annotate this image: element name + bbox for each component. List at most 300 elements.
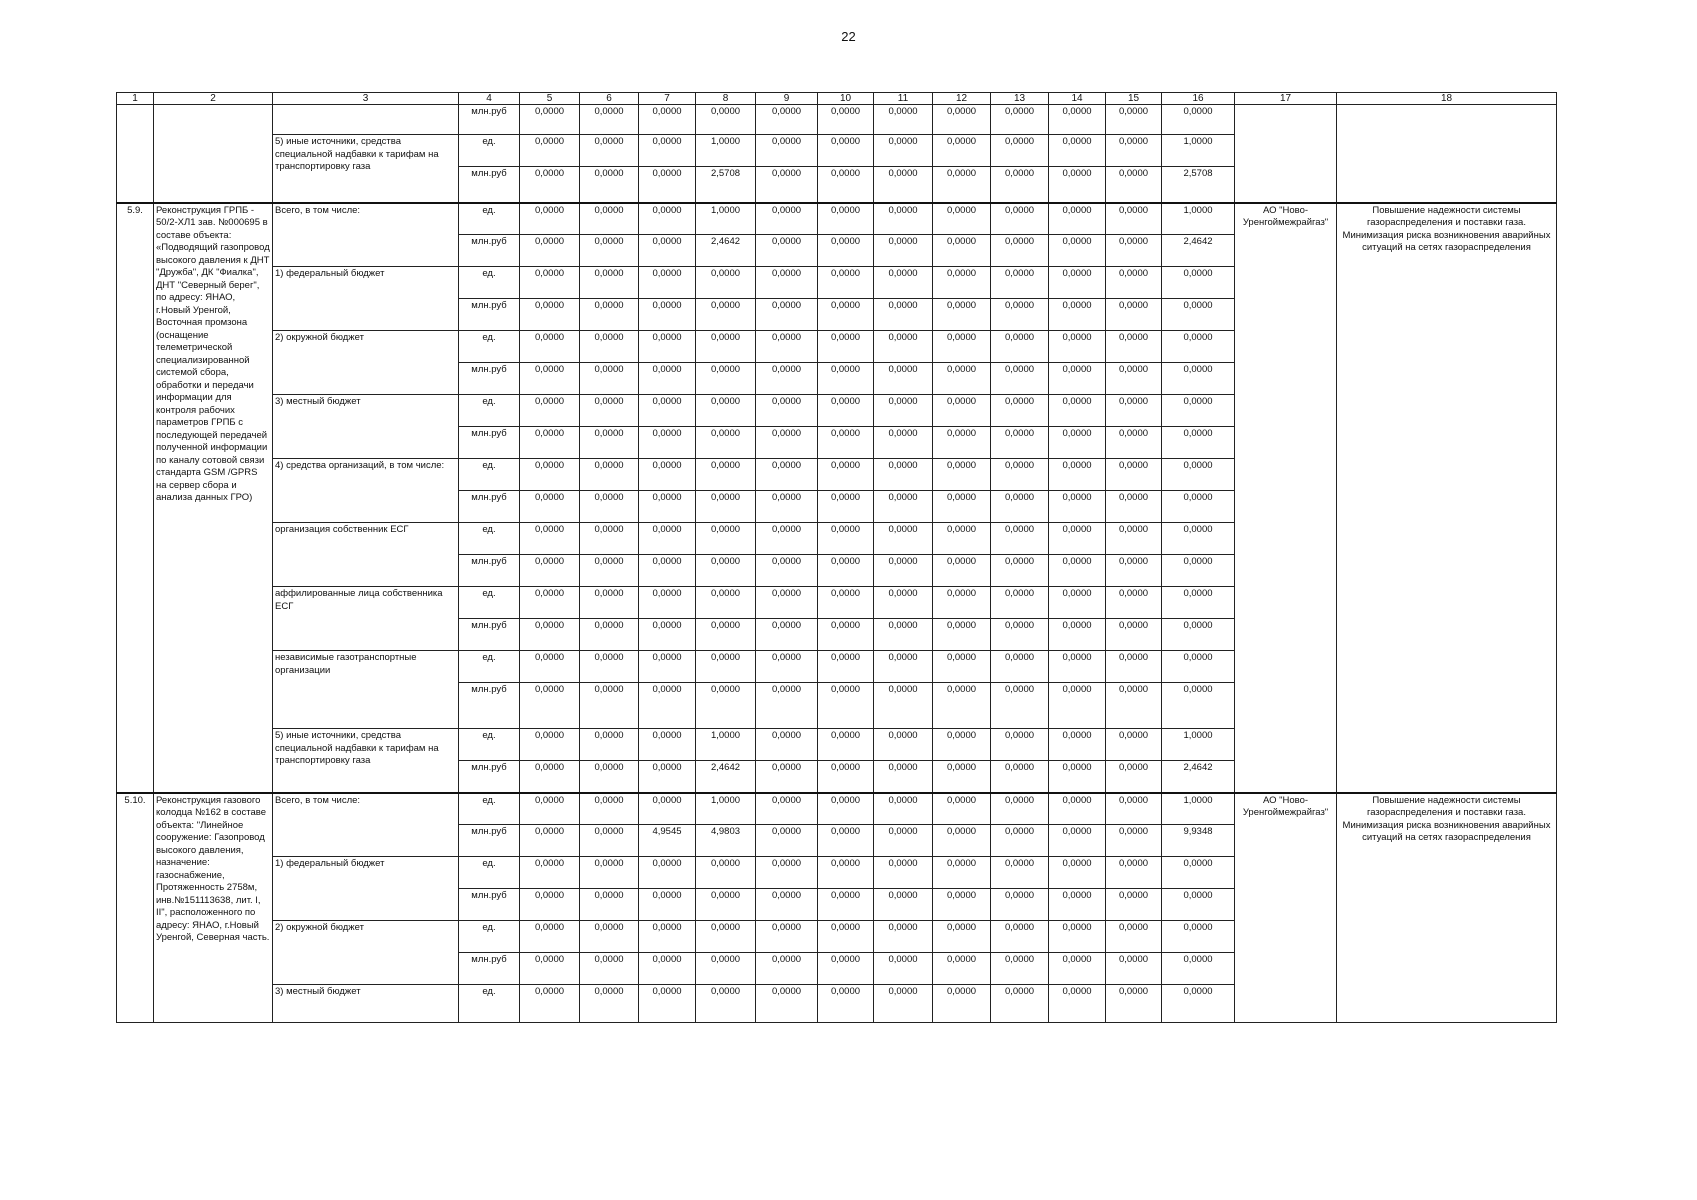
value-cell: 0,0000	[580, 793, 639, 825]
item-number: 5.10.	[117, 793, 154, 1023]
header-cell-13: 13	[991, 93, 1049, 105]
unit: млн.руб	[459, 105, 520, 135]
value-cell: 0,0000	[991, 395, 1049, 427]
value-cell: 0,0000	[1162, 523, 1235, 555]
value-cell: 0,0000	[756, 267, 818, 299]
value-cell: 0,0000	[933, 985, 991, 1023]
value-cell: 0,0000	[639, 619, 696, 651]
value-cell: 0,0000	[1049, 167, 1106, 203]
table-row	[117, 793, 1557, 825]
value-cell: 0,0000	[520, 167, 580, 203]
value-cell: 0,0000	[580, 135, 639, 167]
value-cell: 0,0000	[696, 651, 756, 683]
value-cell: 0,0000	[1106, 167, 1162, 203]
value-cell: 0,0000	[639, 135, 696, 167]
executor: АО "Ново-Уренгоймежрайгаз"	[1235, 793, 1337, 1023]
value-cell: 0,0000	[1106, 331, 1162, 363]
value-cell: 0,0000	[696, 985, 756, 1023]
value-cell: 0,0000	[818, 761, 874, 793]
value-cell: 0,0000	[1049, 683, 1106, 729]
value-cell: 0,0000	[756, 921, 818, 953]
funding-source: 2) окружной бюджет	[273, 921, 459, 985]
value-cell: 0,0000	[818, 299, 874, 331]
value-cell: 0,0000	[991, 985, 1049, 1023]
value-cell: 0,0000	[1162, 619, 1235, 651]
funding-source: 5) иные источники, средства специальной надбавки к тарифам на транспортировку газа	[273, 135, 459, 203]
value-cell: 0,0000	[639, 427, 696, 459]
value-cell: 0,0000	[639, 267, 696, 299]
funding-source: 3) местный бюджет	[273, 395, 459, 459]
value-cell: 0,0000	[818, 395, 874, 427]
header-row	[117, 93, 1557, 105]
value-cell: 0,0000	[818, 363, 874, 395]
value-cell: 0,0000	[933, 105, 991, 135]
value-cell: 1,0000	[1162, 203, 1235, 235]
unit: ед.	[459, 729, 520, 761]
value-cell: 0,0000	[933, 299, 991, 331]
value-cell: 0,0000	[933, 491, 991, 523]
value-cell: 0,0000	[991, 363, 1049, 395]
value-cell: 0,0000	[639, 299, 696, 331]
unit: ед.	[459, 651, 520, 683]
value-cell: 0,0000	[1049, 889, 1106, 921]
value-cell: 0,0000	[818, 555, 874, 587]
value-cell: 0,0000	[1106, 523, 1162, 555]
funding-source: организация собственник ЕСГ	[273, 523, 459, 587]
value-cell: 0,0000	[874, 459, 933, 491]
value-cell: 0,0000	[933, 267, 991, 299]
header-cell-3: 3	[273, 93, 459, 105]
value-cell: 0,0000	[1106, 587, 1162, 619]
value-cell: 0,0000	[1106, 235, 1162, 267]
value-cell: 0,0000	[639, 985, 696, 1023]
value-cell: 0,0000	[696, 683, 756, 729]
value-cell: 0,0000	[991, 921, 1049, 953]
value-cell: 1,0000	[696, 793, 756, 825]
value-cell: 0,0000	[756, 825, 818, 857]
value-cell: 0,0000	[756, 459, 818, 491]
value-cell: 0,0000	[991, 459, 1049, 491]
value-cell: 0,0000	[520, 729, 580, 761]
funding-source	[273, 105, 459, 135]
value-cell: 0,0000	[580, 459, 639, 491]
value-cell: 0,0000	[991, 761, 1049, 793]
unit: млн.руб	[459, 825, 520, 857]
value-cell: 0,0000	[580, 203, 639, 235]
unit: млн.руб	[459, 299, 520, 331]
value-cell: 0,0000	[933, 921, 991, 953]
page-number: 22	[841, 29, 856, 44]
value-cell: 0,0000	[580, 857, 639, 889]
header-cell-8: 8	[696, 93, 756, 105]
value-cell: 0,0000	[756, 729, 818, 761]
value-cell: 0,0000	[1049, 651, 1106, 683]
header-cell-18: 18	[1337, 93, 1557, 105]
value-cell: 0,0000	[756, 651, 818, 683]
value-cell: 0,0000	[696, 587, 756, 619]
unit: млн.руб	[459, 761, 520, 793]
value-cell: 0,0000	[580, 619, 639, 651]
unit: ед.	[459, 921, 520, 953]
value-cell: 0,0000	[1049, 825, 1106, 857]
value-cell: 0,0000	[1106, 459, 1162, 491]
value-cell: 0,0000	[991, 857, 1049, 889]
value-cell: 0,0000	[696, 427, 756, 459]
value-cell: 0,0000	[520, 555, 580, 587]
header-cell-9: 9	[756, 93, 818, 105]
value-cell: 0,0000	[933, 203, 991, 235]
value-cell: 0,0000	[1162, 105, 1235, 135]
header-cell-14: 14	[1049, 93, 1106, 105]
value-cell: 0,0000	[1106, 395, 1162, 427]
value-cell: 0,0000	[991, 105, 1049, 135]
value-cell: 0,0000	[580, 395, 639, 427]
value-cell: 0,0000	[1106, 491, 1162, 523]
value-cell: 0,0000	[991, 587, 1049, 619]
value-cell: 0,0000	[1162, 363, 1235, 395]
value-cell: 0,0000	[696, 395, 756, 427]
value-cell: 0,0000	[1162, 921, 1235, 953]
unit: млн.руб	[459, 889, 520, 921]
value-cell: 0,0000	[639, 761, 696, 793]
value-cell: 0,0000	[520, 857, 580, 889]
value-cell: 0,0000	[520, 985, 580, 1023]
executor: АО "Ново-Уренгоймежрайгаз"	[1235, 203, 1337, 793]
funding-source: независимые газотранспортные организации	[273, 651, 459, 729]
value-cell: 0,0000	[933, 793, 991, 825]
value-cell: 0,0000	[874, 523, 933, 555]
value-cell: 0,0000	[1106, 203, 1162, 235]
value-cell: 1,0000	[696, 729, 756, 761]
value-cell: 0,0000	[818, 523, 874, 555]
table-row	[117, 203, 1557, 235]
unit: ед.	[459, 203, 520, 235]
value-cell: 0,0000	[818, 793, 874, 825]
value-cell: 0,0000	[520, 825, 580, 857]
value-cell: 0,0000	[818, 427, 874, 459]
value-cell: 0,0000	[756, 395, 818, 427]
value-cell: 0,0000	[1106, 793, 1162, 825]
value-cell: 0,0000	[874, 203, 933, 235]
value-cell: 0,0000	[874, 167, 933, 203]
value-cell: 0,0000	[933, 523, 991, 555]
value-cell: 0,0000	[933, 651, 991, 683]
value-cell: 0,0000	[991, 427, 1049, 459]
value-cell: 0,0000	[1106, 953, 1162, 985]
value-cell: 0,0000	[933, 825, 991, 857]
value-cell: 0,0000	[818, 491, 874, 523]
value-cell: 0,0000	[874, 331, 933, 363]
value-cell: 0,0000	[818, 105, 874, 135]
value-cell: 0,0000	[520, 619, 580, 651]
value-cell: 0,0000	[1049, 267, 1106, 299]
value-cell: 0,0000	[991, 953, 1049, 985]
value-cell: 0,0000	[933, 683, 991, 729]
value-cell: 0,0000	[991, 491, 1049, 523]
unit: ед.	[459, 523, 520, 555]
item-number: 5.9.	[117, 203, 154, 793]
value-cell: 0,0000	[818, 235, 874, 267]
unit: ед.	[459, 459, 520, 491]
unit: млн.руб	[459, 555, 520, 587]
value-cell: 0,0000	[639, 651, 696, 683]
value-cell: 0,0000	[520, 651, 580, 683]
value-cell: 0,0000	[1106, 729, 1162, 761]
value-cell: 0,0000	[991, 555, 1049, 587]
value-cell: 0,0000	[756, 235, 818, 267]
value-cell: 0,0000	[756, 793, 818, 825]
value-cell: 0,0000	[580, 299, 639, 331]
funding-source: Всего, в том числе:	[273, 793, 459, 857]
value-cell: 0,0000	[580, 491, 639, 523]
value-cell: 0,0000	[1106, 857, 1162, 889]
value-cell: 0,0000	[580, 167, 639, 203]
unit: ед.	[459, 135, 520, 167]
value-cell: 0,0000	[580, 889, 639, 921]
value-cell: 0,0000	[1162, 889, 1235, 921]
value-cell: 0,0000	[756, 363, 818, 395]
value-cell: 0,0000	[1049, 459, 1106, 491]
goal-description: Повышение надежности системы газораспределения и поставки газа. Минимизация риска возникновения аварийных ситуаций на сетях газораспределения	[1337, 203, 1557, 793]
value-cell: 0,0000	[818, 619, 874, 651]
value-cell: 0,0000	[580, 651, 639, 683]
value-cell: 0,0000	[520, 889, 580, 921]
unit: млн.руб	[459, 491, 520, 523]
investment-program-table	[116, 92, 1557, 1023]
value-cell: 0,0000	[696, 331, 756, 363]
value-cell: 0,0000	[520, 235, 580, 267]
value-cell: 0,0000	[1049, 331, 1106, 363]
header-cell-6: 6	[580, 93, 639, 105]
value-cell: 2,5708	[1162, 167, 1235, 203]
value-cell: 0,0000	[756, 857, 818, 889]
value-cell: 0,0000	[520, 267, 580, 299]
goal-description	[1337, 105, 1557, 203]
value-cell: 0,0000	[580, 267, 639, 299]
value-cell: 0,0000	[520, 395, 580, 427]
funding-source: 5) иные источники, средства специальной надбавки к тарифам на транспортировку газа	[273, 729, 459, 793]
value-cell: 0,0000	[696, 491, 756, 523]
unit: ед.	[459, 267, 520, 299]
value-cell: 0,0000	[756, 953, 818, 985]
value-cell: 0,0000	[639, 331, 696, 363]
value-cell: 0,0000	[1162, 587, 1235, 619]
value-cell: 0,0000	[1049, 793, 1106, 825]
value-cell: 0,0000	[639, 235, 696, 267]
value-cell: 0,0000	[1162, 857, 1235, 889]
value-cell: 0,0000	[639, 793, 696, 825]
value-cell: 0,0000	[1162, 267, 1235, 299]
value-cell: 0,0000	[818, 331, 874, 363]
value-cell: 2,4642	[1162, 235, 1235, 267]
value-cell: 2,4642	[696, 761, 756, 793]
value-cell: 0,0000	[991, 793, 1049, 825]
header-cell-15: 15	[1106, 93, 1162, 105]
value-cell: 0,0000	[1049, 523, 1106, 555]
value-cell: 0,0000	[580, 921, 639, 953]
value-cell: 0,0000	[580, 683, 639, 729]
unit: млн.руб	[459, 683, 520, 729]
value-cell: 0,0000	[520, 203, 580, 235]
value-cell: 0,0000	[520, 491, 580, 523]
value-cell: 0,0000	[874, 889, 933, 921]
value-cell: 0,0000	[818, 683, 874, 729]
unit: ед.	[459, 587, 520, 619]
header-cell-5: 5	[520, 93, 580, 105]
value-cell: 0,0000	[639, 889, 696, 921]
value-cell: 0,0000	[639, 857, 696, 889]
value-cell: 0,0000	[639, 921, 696, 953]
value-cell: 0,0000	[991, 683, 1049, 729]
value-cell: 0,0000	[1162, 331, 1235, 363]
item-name	[154, 105, 273, 203]
executor	[1235, 105, 1337, 203]
value-cell: 0,0000	[756, 167, 818, 203]
value-cell: 0,0000	[933, 167, 991, 203]
value-cell: 0,0000	[1106, 267, 1162, 299]
value-cell: 0,0000	[1049, 299, 1106, 331]
value-cell: 0,0000	[874, 235, 933, 267]
value-cell: 0,0000	[756, 889, 818, 921]
value-cell: 0,0000	[991, 267, 1049, 299]
value-cell: 0,0000	[1049, 619, 1106, 651]
value-cell: 0,0000	[1162, 651, 1235, 683]
value-cell: 0,0000	[696, 953, 756, 985]
header-cell-7: 7	[639, 93, 696, 105]
value-cell: 0,0000	[520, 105, 580, 135]
value-cell: 0,0000	[639, 363, 696, 395]
value-cell: 0,0000	[1106, 825, 1162, 857]
value-cell: 0,0000	[1049, 729, 1106, 761]
value-cell: 0,0000	[696, 921, 756, 953]
item-name: Реконструкция ГРПБ - 50/2-ХЛ1 зав. №000695 в составе объекта: «Подводящий газопровод высокого давления к ДНТ "Дружба", ДК "Фиалка", ДНТ "Северный берег", по адресу: ЯНАО, г.Новый Уренгой, Восточная промзона (оснащение телеметрической специализированной системой сбора, обработки и передачи информации для контроля рабочих параметров ГРПБ с последующей передачей полученной информации по каналу сотовой связи стандарта GSM /GPRS на сервер сбора и анализа данных ГРО)	[154, 203, 273, 793]
value-cell: 0,0000	[696, 889, 756, 921]
value-cell: 0,0000	[1049, 587, 1106, 619]
value-cell: 0,0000	[1162, 299, 1235, 331]
value-cell: 0,0000	[696, 857, 756, 889]
value-cell: 0,0000	[756, 985, 818, 1023]
value-cell: 0,0000	[639, 395, 696, 427]
header-cell-17: 17	[1235, 93, 1337, 105]
value-cell: 0,0000	[874, 299, 933, 331]
value-cell: 0,0000	[818, 889, 874, 921]
value-cell: 0,0000	[1049, 395, 1106, 427]
value-cell: 0,0000	[756, 331, 818, 363]
value-cell: 0,0000	[818, 587, 874, 619]
value-cell: 0,0000	[818, 953, 874, 985]
value-cell: 0,0000	[818, 857, 874, 889]
value-cell: 0,0000	[580, 331, 639, 363]
value-cell: 0,0000	[874, 555, 933, 587]
value-cell: 0,0000	[1106, 683, 1162, 729]
value-cell: 0,0000	[818, 203, 874, 235]
value-cell: 0,0000	[1162, 491, 1235, 523]
value-cell: 0,0000	[1106, 135, 1162, 167]
value-cell: 0,0000	[991, 889, 1049, 921]
value-cell: 0,0000	[1049, 985, 1106, 1023]
value-cell: 0,0000	[756, 135, 818, 167]
value-cell: 0,0000	[874, 953, 933, 985]
value-cell: 0,0000	[580, 761, 639, 793]
value-cell: 0,0000	[1106, 299, 1162, 331]
value-cell: 0,0000	[580, 953, 639, 985]
value-cell: 0,0000	[1106, 363, 1162, 395]
value-cell: 0,0000	[933, 729, 991, 761]
value-cell: 0,0000	[639, 683, 696, 729]
funding-source: 3) местный бюджет	[273, 985, 459, 1023]
value-cell: 0,0000	[991, 331, 1049, 363]
value-cell: 0,0000	[874, 267, 933, 299]
value-cell: 0,0000	[1106, 651, 1162, 683]
value-cell: 0,0000	[818, 729, 874, 761]
value-cell: 0,0000	[818, 921, 874, 953]
value-cell: 0,0000	[520, 761, 580, 793]
value-cell: 0,0000	[818, 167, 874, 203]
value-cell: 0,0000	[696, 555, 756, 587]
value-cell: 0,0000	[818, 267, 874, 299]
value-cell: 0,0000	[696, 459, 756, 491]
value-cell: 0,0000	[756, 491, 818, 523]
value-cell: 0,0000	[520, 459, 580, 491]
value-cell: 0,0000	[520, 523, 580, 555]
value-cell: 0,0000	[874, 857, 933, 889]
value-cell: 0,0000	[1049, 105, 1106, 135]
value-cell: 0,0000	[580, 985, 639, 1023]
value-cell: 0,0000	[818, 459, 874, 491]
value-cell: 0,0000	[756, 761, 818, 793]
value-cell: 0,0000	[696, 267, 756, 299]
value-cell: 0,0000	[639, 167, 696, 203]
value-cell: 0,0000	[520, 331, 580, 363]
value-cell: 0,0000	[756, 619, 818, 651]
value-cell: 0,0000	[991, 203, 1049, 235]
value-cell: 4,9545	[639, 825, 696, 857]
value-cell: 0,0000	[933, 395, 991, 427]
value-cell: 0,0000	[696, 363, 756, 395]
value-cell: 0,0000	[1049, 363, 1106, 395]
value-cell: 0,0000	[1162, 427, 1235, 459]
header-cell-10: 10	[818, 93, 874, 105]
value-cell: 0,0000	[1106, 555, 1162, 587]
value-cell: 0,0000	[933, 427, 991, 459]
value-cell: 0,0000	[874, 921, 933, 953]
value-cell: 2,5708	[696, 167, 756, 203]
unit: млн.руб	[459, 427, 520, 459]
value-cell: 0,0000	[1106, 921, 1162, 953]
value-cell: 0,0000	[580, 523, 639, 555]
value-cell: 0,0000	[1049, 135, 1106, 167]
value-cell: 0,0000	[874, 729, 933, 761]
unit: ед.	[459, 331, 520, 363]
value-cell: 0,0000	[991, 729, 1049, 761]
value-cell: 0,0000	[639, 491, 696, 523]
value-cell: 0,0000	[520, 683, 580, 729]
value-cell: 0,0000	[991, 651, 1049, 683]
funding-source: аффилированные лица собственника ЕСГ	[273, 587, 459, 651]
unit: ед.	[459, 395, 520, 427]
value-cell: 0,0000	[696, 299, 756, 331]
value-cell: 0,0000	[580, 235, 639, 267]
value-cell: 0,0000	[580, 555, 639, 587]
value-cell: 0,0000	[580, 587, 639, 619]
value-cell: 0,0000	[874, 985, 933, 1023]
value-cell: 0,0000	[991, 135, 1049, 167]
value-cell: 0,0000	[991, 235, 1049, 267]
item-name: Реконструкция газового колодца №162 в составе объекта: "Линейное сооружение: Газопровод высокого давления, назначение: газоснабжение, Протяженность 2758м, инв.№151113638, лит. I, II", расположенного по адресу: ЯНАО, г.Новый Уренгой, Северная часть.	[154, 793, 273, 1023]
value-cell: 0,0000	[1162, 395, 1235, 427]
value-cell: 0,0000	[1106, 619, 1162, 651]
value-cell: 0,0000	[1106, 427, 1162, 459]
